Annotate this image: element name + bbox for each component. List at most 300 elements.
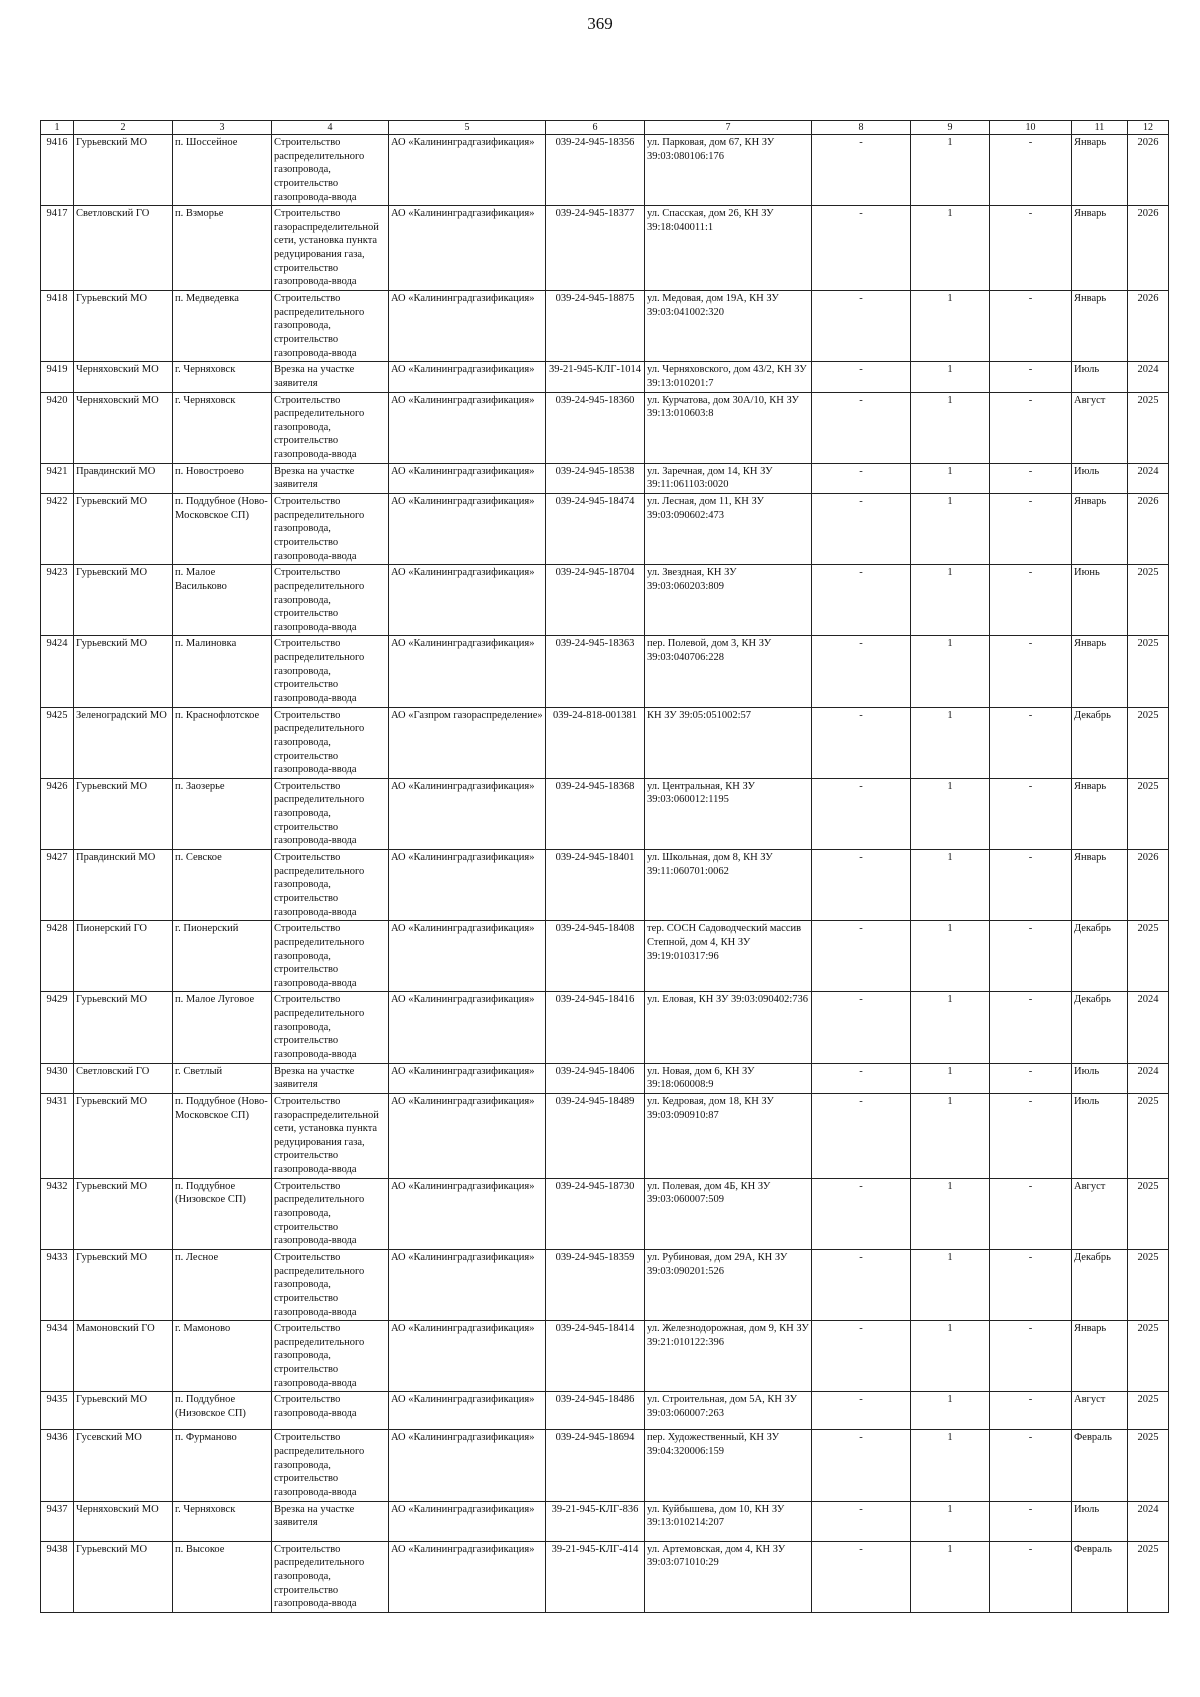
address-cell: ул. Звездная, КН ЗУ 39:03:060203:809 (645, 565, 812, 636)
column-8-cell: - (812, 1541, 911, 1612)
address-cell: ул. Еловая, КН ЗУ 39:03:090402:736 (645, 992, 812, 1063)
organization-cell: АО «Газпром газораспределение» (389, 707, 546, 778)
district-cell: Гурьевский МО (74, 1178, 173, 1249)
column-number: 2 (74, 121, 173, 135)
month-cell: Июль (1072, 362, 1128, 392)
locality-cell: п. Севское (173, 850, 272, 921)
column-8-cell: - (812, 392, 911, 463)
column-9-cell: 1 (911, 463, 990, 493)
application-code-cell: 039-24-945-18360 (546, 392, 645, 463)
column-10-cell: - (990, 494, 1072, 565)
address-cell: ул. Черняховского, дом 43/2, КН ЗУ 39:13:010201:7 (645, 362, 812, 392)
application-code-cell: 039-24-945-18401 (546, 850, 645, 921)
year-cell: 2024 (1128, 1063, 1169, 1093)
organization-cell: АО «Калининградгазификация» (389, 992, 546, 1063)
month-cell: Июнь (1072, 565, 1128, 636)
table-row (41, 362, 1169, 392)
application-code-cell: 039-24-945-18474 (546, 494, 645, 565)
work-type-cell: Строительство распределительного газопровода, строительство газопровода-ввода (272, 1321, 389, 1392)
year-cell: 2024 (1128, 463, 1169, 493)
district-cell: Гурьевский МО (74, 636, 173, 707)
column-9-cell: 1 (911, 1093, 990, 1178)
district-cell: Пионерский ГО (74, 921, 173, 992)
organization-cell: АО «Калининградгазификация» (389, 778, 546, 849)
column-10-cell: - (990, 206, 1072, 291)
district-cell: Гусевский МО (74, 1430, 173, 1501)
column-number: 8 (812, 121, 911, 135)
locality-cell: п. Новостроево (173, 463, 272, 493)
address-cell: ул. Школьная, дом 8, КН ЗУ 39:11:060701:0062 (645, 850, 812, 921)
address-cell: пер. Полевой, дом 3, КН ЗУ 39:03:040706:228 (645, 636, 812, 707)
month-cell: Январь (1072, 291, 1128, 362)
column-9-cell: 1 (911, 1063, 990, 1093)
district-cell: Правдинский МО (74, 463, 173, 493)
table-row (41, 392, 1169, 463)
year-cell: 2024 (1128, 362, 1169, 392)
district-cell: Гурьевский МО (74, 1093, 173, 1178)
month-cell: Август (1072, 1178, 1128, 1249)
district-cell: Гурьевский МО (74, 494, 173, 565)
month-cell: Январь (1072, 636, 1128, 707)
column-9-cell: 1 (911, 135, 990, 206)
column-9-cell: 1 (911, 1321, 990, 1392)
application-code-cell: 039-24-945-18704 (546, 565, 645, 636)
column-8-cell: - (812, 463, 911, 493)
column-9-cell: 1 (911, 392, 990, 463)
year-cell: 2026 (1128, 494, 1169, 565)
month-cell: Декабрь (1072, 992, 1128, 1063)
organization-cell: АО «Калининградгазификация» (389, 1392, 546, 1430)
district-cell: Гурьевский МО (74, 135, 173, 206)
column-9-cell: 1 (911, 992, 990, 1063)
organization-cell: АО «Калининградгазификация» (389, 565, 546, 636)
month-cell: Июль (1072, 1093, 1128, 1178)
locality-cell: п. Лесное (173, 1249, 272, 1320)
column-8-cell: - (812, 1093, 911, 1178)
organization-cell: АО «Калининградгазификация» (389, 494, 546, 565)
application-code-cell: 039-24-945-18489 (546, 1093, 645, 1178)
work-type-cell: Строительство газопровода-ввода (272, 1392, 389, 1430)
work-type-cell: Строительство распределительного газопровода, строительство газопровода-ввода (272, 135, 389, 206)
work-type-cell: Строительство распределительного газопровода, строительство газопровода-ввода (272, 778, 389, 849)
locality-cell: г. Черняховск (173, 392, 272, 463)
locality-cell: п. Малое Васильково (173, 565, 272, 636)
column-8-cell: - (812, 1392, 911, 1430)
column-8-cell: - (812, 135, 911, 206)
year-cell: 2025 (1128, 921, 1169, 992)
organization-cell: АО «Калининградгазификация» (389, 291, 546, 362)
year-cell: 2025 (1128, 636, 1169, 707)
registry-table (40, 120, 1169, 1613)
application-code-cell: 039-24-945-18408 (546, 921, 645, 992)
table-row (41, 1501, 1169, 1541)
row-number: 9423 (41, 565, 74, 636)
locality-cell: п. Поддубное (Низовское СП) (173, 1178, 272, 1249)
work-type-cell: Строительство распределительного газопровода, строительство газопровода-ввода (272, 494, 389, 565)
work-type-cell: Строительство распределительного газопровода, строительство газопровода-ввода (272, 850, 389, 921)
column-number: 1 (41, 121, 74, 135)
district-cell: Правдинский МО (74, 850, 173, 921)
month-cell: Август (1072, 392, 1128, 463)
month-cell: Июль (1072, 463, 1128, 493)
column-number: 6 (546, 121, 645, 135)
address-cell: ул. Курчатова, дом 30А/10, КН ЗУ 39:13:010603:8 (645, 392, 812, 463)
district-cell: Черняховский МО (74, 392, 173, 463)
locality-cell: п. Медведевка (173, 291, 272, 362)
row-number: 9419 (41, 362, 74, 392)
address-cell: ул. Кедровая, дом 18, КН ЗУ 39:03:090910:87 (645, 1093, 812, 1178)
month-cell: Декабрь (1072, 707, 1128, 778)
column-number: 12 (1128, 121, 1169, 135)
column-10-cell: - (990, 778, 1072, 849)
row-number: 9434 (41, 1321, 74, 1392)
table-row (41, 1093, 1169, 1178)
organization-cell: АО «Калининградгазификация» (389, 362, 546, 392)
locality-cell: г. Черняховск (173, 362, 272, 392)
application-code-cell: 039-24-945-18414 (546, 1321, 645, 1392)
column-10-cell: - (990, 1093, 1072, 1178)
application-code-cell: 039-24-945-18359 (546, 1249, 645, 1320)
district-cell: Черняховский МО (74, 362, 173, 392)
year-cell: 2025 (1128, 778, 1169, 849)
work-type-cell: Строительство распределительного газопровода, строительство газопровода-ввода (272, 707, 389, 778)
year-cell: 2025 (1128, 1430, 1169, 1501)
district-cell: Гурьевский МО (74, 565, 173, 636)
month-cell: Январь (1072, 1321, 1128, 1392)
month-cell: Декабрь (1072, 921, 1128, 992)
application-code-cell: 039-24-945-18730 (546, 1178, 645, 1249)
work-type-cell: Врезка на участке заявителя (272, 1501, 389, 1541)
table-row (41, 850, 1169, 921)
year-cell: 2026 (1128, 850, 1169, 921)
organization-cell: АО «Калининградгазификация» (389, 1178, 546, 1249)
work-type-cell: Строительство распределительного газопровода, строительство газопровода-ввода (272, 636, 389, 707)
locality-cell: п. Высокое (173, 1541, 272, 1612)
organization-cell: АО «Калининградгазификация» (389, 1093, 546, 1178)
month-cell: Январь (1072, 850, 1128, 921)
row-number: 9432 (41, 1178, 74, 1249)
column-9-cell: 1 (911, 291, 990, 362)
column-9-cell: 1 (911, 778, 990, 849)
month-cell: Январь (1072, 206, 1128, 291)
month-cell: Февраль (1072, 1541, 1128, 1612)
locality-cell: п. Заозерье (173, 778, 272, 849)
locality-cell: г. Пионерский (173, 921, 272, 992)
column-9-cell: 1 (911, 636, 990, 707)
organization-cell: АО «Калининградгазификация» (389, 1249, 546, 1320)
column-8-cell: - (812, 636, 911, 707)
column-10-cell: - (990, 392, 1072, 463)
application-code-cell: 039-24-945-18694 (546, 1430, 645, 1501)
column-8-cell: - (812, 1178, 911, 1249)
row-number: 9428 (41, 921, 74, 992)
row-number: 9438 (41, 1541, 74, 1612)
work-type-cell: Врезка на участке заявителя (272, 362, 389, 392)
row-number: 9417 (41, 206, 74, 291)
table-body (41, 135, 1169, 1613)
table-row (41, 707, 1169, 778)
address-cell: ул. Железнодорожная, дом 9, КН ЗУ 39:21:010122:396 (645, 1321, 812, 1392)
row-number: 9424 (41, 636, 74, 707)
organization-cell: АО «Калининградгазификация» (389, 636, 546, 707)
column-9-cell: 1 (911, 707, 990, 778)
work-type-cell: Строительство распределительного газопровода, строительство газопровода-ввода (272, 392, 389, 463)
year-cell: 2025 (1128, 1541, 1169, 1612)
district-cell: Гурьевский МО (74, 1392, 173, 1430)
column-10-cell: - (990, 636, 1072, 707)
table-row (41, 291, 1169, 362)
table-row (41, 135, 1169, 206)
year-cell: 2025 (1128, 1321, 1169, 1392)
column-10-cell: - (990, 1501, 1072, 1541)
application-code-cell: 039-24-818-001381 (546, 707, 645, 778)
column-10-cell: - (990, 1178, 1072, 1249)
column-9-cell: 1 (911, 206, 990, 291)
address-cell: ул. Рубиновая, дом 29А, КН ЗУ 39:03:090201:526 (645, 1249, 812, 1320)
year-cell: 2025 (1128, 1249, 1169, 1320)
application-code-cell: 039-24-945-18406 (546, 1063, 645, 1093)
application-code-cell: 039-24-945-18416 (546, 992, 645, 1063)
month-cell: Июль (1072, 1063, 1128, 1093)
address-cell: ул. Новая, дом 6, КН ЗУ 39:18:060008:9 (645, 1063, 812, 1093)
organization-cell: АО «Калининградгазификация» (389, 850, 546, 921)
column-10-cell: - (990, 1321, 1072, 1392)
district-cell: Гурьевский МО (74, 1249, 173, 1320)
organization-cell: АО «Калининградгазификация» (389, 463, 546, 493)
month-cell: Февраль (1072, 1430, 1128, 1501)
year-cell: 2026 (1128, 291, 1169, 362)
column-8-cell: - (812, 850, 911, 921)
column-9-cell: 1 (911, 1541, 990, 1612)
organization-cell: АО «Калининградгазификация» (389, 1430, 546, 1501)
address-cell: ул. Полевая, дом 4Б, КН ЗУ 39:03:060007:509 (645, 1178, 812, 1249)
year-cell: 2025 (1128, 565, 1169, 636)
locality-cell: г. Мамоново (173, 1321, 272, 1392)
table-row (41, 992, 1169, 1063)
locality-cell: п. Малиновка (173, 636, 272, 707)
district-cell: Черняховский МО (74, 1501, 173, 1541)
district-cell: Светловский ГО (74, 1063, 173, 1093)
row-number: 9427 (41, 850, 74, 921)
column-8-cell: - (812, 707, 911, 778)
application-code-cell: 039-24-945-18875 (546, 291, 645, 362)
column-8-cell: - (812, 291, 911, 362)
row-number: 9433 (41, 1249, 74, 1320)
locality-cell: г. Черняховск (173, 1501, 272, 1541)
address-cell: ул. Строительная, дом 5А, КН ЗУ 39:03:060007:263 (645, 1392, 812, 1430)
locality-cell: п. Шоссейное (173, 135, 272, 206)
work-type-cell: Врезка на участке заявителя (272, 1063, 389, 1093)
work-type-cell: Строительство распределительного газопровода, строительство газопровода-ввода (272, 1249, 389, 1320)
month-cell: Август (1072, 1392, 1128, 1430)
locality-cell: г. Светлый (173, 1063, 272, 1093)
district-cell: Гурьевский МО (74, 992, 173, 1063)
column-number: 9 (911, 121, 990, 135)
district-cell: Гурьевский МО (74, 778, 173, 849)
work-type-cell: Врезка на участке заявителя (272, 463, 389, 493)
work-type-cell: Строительство распределительного газопровода, строительство газопровода-ввода (272, 992, 389, 1063)
row-number: 9425 (41, 707, 74, 778)
row-number: 9426 (41, 778, 74, 849)
table-row (41, 921, 1169, 992)
address-cell: ул. Спасская, дом 26, КН ЗУ 39:18:040011:1 (645, 206, 812, 291)
column-10-cell: - (990, 135, 1072, 206)
column-8-cell: - (812, 1501, 911, 1541)
locality-cell: п. Поддубное (Ново-Московское СП) (173, 494, 272, 565)
table-row (41, 1063, 1169, 1093)
row-number: 9430 (41, 1063, 74, 1093)
table-row (41, 1392, 1169, 1430)
column-10-cell: - (990, 707, 1072, 778)
column-9-cell: 1 (911, 565, 990, 636)
application-code-cell: 039-24-945-18368 (546, 778, 645, 849)
work-type-cell: Строительство распределительного газопровода, строительство газопровода-ввода (272, 1178, 389, 1249)
work-type-cell: Строительство газораспределительной сети, установка пункта редуцирования газа, строительство газопровода-ввода (272, 1093, 389, 1178)
work-type-cell: Строительство распределительного газопровода, строительство газопровода-ввода (272, 565, 389, 636)
column-9-cell: 1 (911, 1430, 990, 1501)
organization-cell: АО «Калининградгазификация» (389, 921, 546, 992)
column-8-cell: - (812, 1249, 911, 1320)
table-header (41, 121, 1169, 135)
row-number: 9420 (41, 392, 74, 463)
table-row (41, 1178, 1169, 1249)
table-row (41, 636, 1169, 707)
month-cell: Декабрь (1072, 1249, 1128, 1320)
address-cell: КН ЗУ 39:05:051002:57 (645, 707, 812, 778)
month-cell: Июль (1072, 1501, 1128, 1541)
row-number: 9418 (41, 291, 74, 362)
year-cell: 2026 (1128, 206, 1169, 291)
column-9-cell: 1 (911, 362, 990, 392)
column-8-cell: - (812, 206, 911, 291)
page-number: 369 (587, 14, 613, 33)
organization-cell: АО «Калининградгазификация» (389, 1501, 546, 1541)
year-cell: 2024 (1128, 992, 1169, 1063)
application-code-cell: 039-24-945-18538 (546, 463, 645, 493)
district-cell: Гурьевский МО (74, 291, 173, 362)
column-8-cell: - (812, 778, 911, 849)
year-cell: 2025 (1128, 1093, 1169, 1178)
table-row (41, 778, 1169, 849)
column-9-cell: 1 (911, 1249, 990, 1320)
column-10-cell: - (990, 463, 1072, 493)
row-number: 9436 (41, 1430, 74, 1501)
column-8-cell: - (812, 921, 911, 992)
row-number: 9416 (41, 135, 74, 206)
row-number: 9422 (41, 494, 74, 565)
column-number: 7 (645, 121, 812, 135)
column-number: 3 (173, 121, 272, 135)
application-code-cell: 039-24-945-18356 (546, 135, 645, 206)
column-number: 4 (272, 121, 389, 135)
row-number: 9437 (41, 1501, 74, 1541)
table-row (41, 494, 1169, 565)
month-cell: Январь (1072, 494, 1128, 565)
year-cell: 2026 (1128, 135, 1169, 206)
locality-cell: п. Краснофлотское (173, 707, 272, 778)
district-cell: Мамоновский ГО (74, 1321, 173, 1392)
address-cell: пер. Художественный, КН ЗУ 39:04:320006:159 (645, 1430, 812, 1501)
row-number: 9429 (41, 992, 74, 1063)
application-code-cell: 39-21-945-КЛГ-836 (546, 1501, 645, 1541)
organization-cell: АО «Калининградгазификация» (389, 392, 546, 463)
table-row (41, 1430, 1169, 1501)
address-cell: ул. Заречная, дом 14, КН ЗУ 39:11:061103:0020 (645, 463, 812, 493)
column-9-cell: 1 (911, 850, 990, 921)
column-8-cell: - (812, 565, 911, 636)
work-type-cell: Строительство распределительного газопровода, строительство газопровода-ввода (272, 291, 389, 362)
year-cell: 2025 (1128, 707, 1169, 778)
organization-cell: АО «Калининградгазификация» (389, 1063, 546, 1093)
column-10-cell: - (990, 291, 1072, 362)
district-cell: Зеленоградский МО (74, 707, 173, 778)
year-cell: 2024 (1128, 1501, 1169, 1541)
organization-cell: АО «Калининградгазификация» (389, 135, 546, 206)
column-9-cell: 1 (911, 494, 990, 565)
organization-cell: АО «Калининградгазификация» (389, 1321, 546, 1392)
column-10-cell: - (990, 850, 1072, 921)
locality-cell: п. Малое Луговое (173, 992, 272, 1063)
column-8-cell: - (812, 992, 911, 1063)
column-number: 5 (389, 121, 546, 135)
work-type-cell: Строительство распределительного газопровода, строительство газопровода-ввода (272, 1430, 389, 1501)
application-code-cell: 039-24-945-18486 (546, 1392, 645, 1430)
column-number: 10 (990, 121, 1072, 135)
column-10-cell: - (990, 992, 1072, 1063)
month-cell: Январь (1072, 135, 1128, 206)
column-9-cell: 1 (911, 1392, 990, 1430)
column-9-cell: 1 (911, 921, 990, 992)
organization-cell: АО «Калининградгазификация» (389, 1541, 546, 1612)
column-10-cell: - (990, 921, 1072, 992)
table-row (41, 565, 1169, 636)
table-row (41, 206, 1169, 291)
year-cell: 2025 (1128, 1392, 1169, 1430)
column-number: 11 (1072, 121, 1128, 135)
column-8-cell: - (812, 1063, 911, 1093)
table-row (41, 463, 1169, 493)
row-number: 9435 (41, 1392, 74, 1430)
column-8-cell: - (812, 494, 911, 565)
work-type-cell: Строительство распределительного газопровода, строительство газопровода-ввода (272, 1541, 389, 1612)
address-cell: ул. Куйбышева, дом 10, КН ЗУ 39:13:010214:207 (645, 1501, 812, 1541)
column-8-cell: - (812, 362, 911, 392)
column-8-cell: - (812, 1430, 911, 1501)
work-type-cell: Строительство газораспределительной сети, установка пункта редуцирования газа, строительство газопровода-ввода (272, 206, 389, 291)
year-cell: 2025 (1128, 392, 1169, 463)
address-cell: ул. Центральная, КН ЗУ 39:03:060012:1195 (645, 778, 812, 849)
column-10-cell: - (990, 565, 1072, 636)
row-number: 9421 (41, 463, 74, 493)
address-cell: ул. Медовая, дом 19А, КН ЗУ 39:03:041002:320 (645, 291, 812, 362)
table-row (41, 1321, 1169, 1392)
column-10-cell: - (990, 1063, 1072, 1093)
column-9-cell: 1 (911, 1501, 990, 1541)
month-cell: Январь (1072, 778, 1128, 849)
locality-cell: п. Взморье (173, 206, 272, 291)
address-cell: тер. СОСН Садоводческий массив Степной, дом 4, КН ЗУ 39:19:010317:96 (645, 921, 812, 992)
district-cell: Светловский ГО (74, 206, 173, 291)
table-row (41, 1249, 1169, 1320)
organization-cell: АО «Калининградгазификация» (389, 206, 546, 291)
work-type-cell: Строительство распределительного газопровода, строительство газопровода-ввода (272, 921, 389, 992)
column-number-row (41, 121, 1169, 135)
application-code-cell: 039-24-945-18363 (546, 636, 645, 707)
application-code-cell: 39-21-945-КЛГ-1014 (546, 362, 645, 392)
locality-cell: п. Поддубное (Низовское СП) (173, 1392, 272, 1430)
column-10-cell: - (990, 1430, 1072, 1501)
locality-cell: п. Фурманово (173, 1430, 272, 1501)
